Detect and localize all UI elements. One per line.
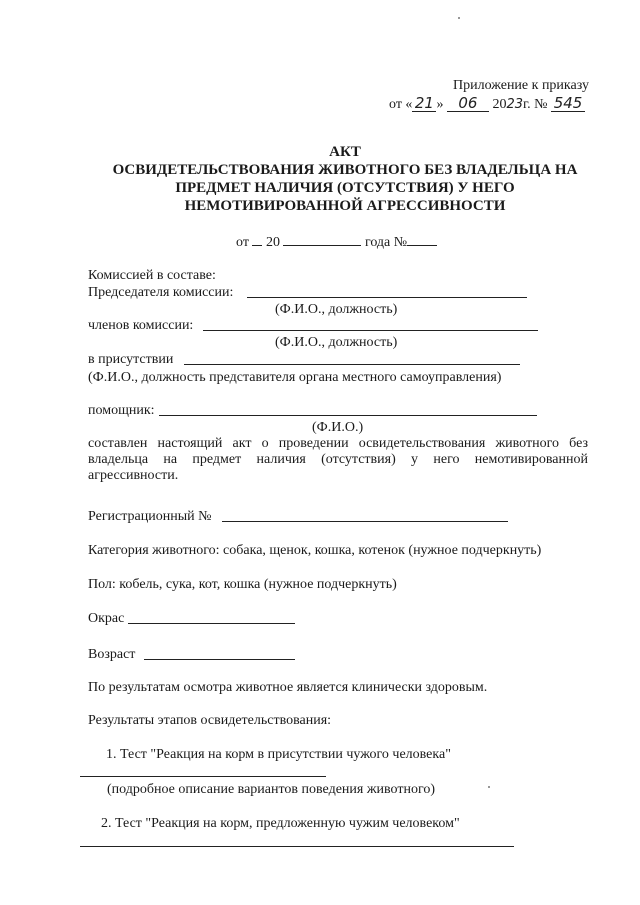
members-hint: (Ф.И.О., должность) <box>275 335 398 350</box>
commission-composition: Комиссией в составе: <box>88 268 216 283</box>
test-item <box>101 816 460 832</box>
age-field[interactable] <box>144 649 295 660</box>
category-line: Категория животного: собака, щенок, кошка, котенок (нужное подчеркнуть) <box>88 543 542 558</box>
act-day-blank[interactable] <box>252 235 262 246</box>
presence-label: в присутствии <box>88 352 174 367</box>
act-title-line-3: ПРЕДМЕТ НАЛИЧИЯ (ОТСУТСТВИЯ) У НЕГО <box>175 180 515 196</box>
scan-speck <box>488 786 490 788</box>
test-item <box>106 747 451 763</box>
order-number: 545 <box>551 95 585 112</box>
test-1-answer-field[interactable] <box>80 766 326 777</box>
act-date-line <box>236 235 437 251</box>
act-body-paragraph: составлен настоящий акт о проведении освидетельствования животного без владельца на предмет наличия (отсутствия) у него немотивированной агрессивности. <box>88 436 588 483</box>
chairman-label: Председателя комиссии: <box>88 285 234 300</box>
order-year: 23 <box>506 97 523 112</box>
act-title-line-1: АКТ <box>329 144 361 160</box>
registration-field[interactable] <box>222 511 508 522</box>
order-day: 21 <box>412 95 436 112</box>
act-year-blank[interactable] <box>283 235 361 246</box>
color-field[interactable] <box>128 613 295 624</box>
members-field[interactable] <box>203 320 538 331</box>
registration-label: Регистрационный № <box>88 509 212 524</box>
stages-heading: Результаты этапов освидетельствования: <box>88 713 332 728</box>
test-number: 1. <box>106 747 117 762</box>
test-title: Тест "Реакция на корм, предложенную чужим человеком" <box>115 816 460 831</box>
order-year-prefix: 20 <box>492 97 507 112</box>
test-1-hint: (подробное описание вариантов поведения животного) <box>107 782 436 797</box>
color-label: Окрас <box>88 611 125 626</box>
test-title: Тест "Реакция на корм в присутствии чужого человека" <box>120 747 451 762</box>
appendix-label: Приложение к приказу <box>453 78 589 93</box>
presence-hint: (Ф.И.О., должность представителя органа местного самоуправления) <box>88 370 502 385</box>
order-year-suffix: г. № <box>522 97 548 112</box>
act-title-line-2: ОСВИДЕТЕЛЬСТВОВАНИЯ ЖИВОТНОГО БЕЗ ВЛАДЕЛЬЦА НА <box>112 162 578 178</box>
act-year-label: года № <box>364 235 408 250</box>
scan-speck <box>458 17 460 19</box>
sex-line: Пол: кобель, сука, кот, кошка (нужное подчеркнуть) <box>88 577 397 592</box>
test-number: 2. <box>101 816 112 831</box>
chairman-field[interactable] <box>247 287 527 298</box>
act-date-year-prefix: 20 <box>265 235 280 250</box>
order-reference <box>389 95 585 113</box>
exam-result: По результатам осмотра животное является клинически здоровым. <box>88 680 488 695</box>
order-month: 06 <box>447 95 489 112</box>
age-label: Возраст <box>88 647 136 662</box>
members-label: членов комиссии: <box>88 318 194 333</box>
act-title-line-4: НЕМОТИВИРОВАННОЙ АГРЕССИВНОСТИ <box>184 198 506 214</box>
chairman-hint: (Ф.И.О., должность) <box>275 302 398 317</box>
assistant-hint: (Ф.И.О.) <box>312 420 364 435</box>
assistant-field[interactable] <box>159 405 537 416</box>
test-2-answer-field[interactable] <box>80 836 514 847</box>
order-from-prefix: от « <box>389 97 413 112</box>
assistant-label: помощник: <box>88 403 155 418</box>
presence-field[interactable] <box>184 354 520 365</box>
act-date-from: от <box>236 235 249 250</box>
act-number-blank[interactable] <box>407 235 437 246</box>
order-quote-close: » <box>436 97 444 112</box>
